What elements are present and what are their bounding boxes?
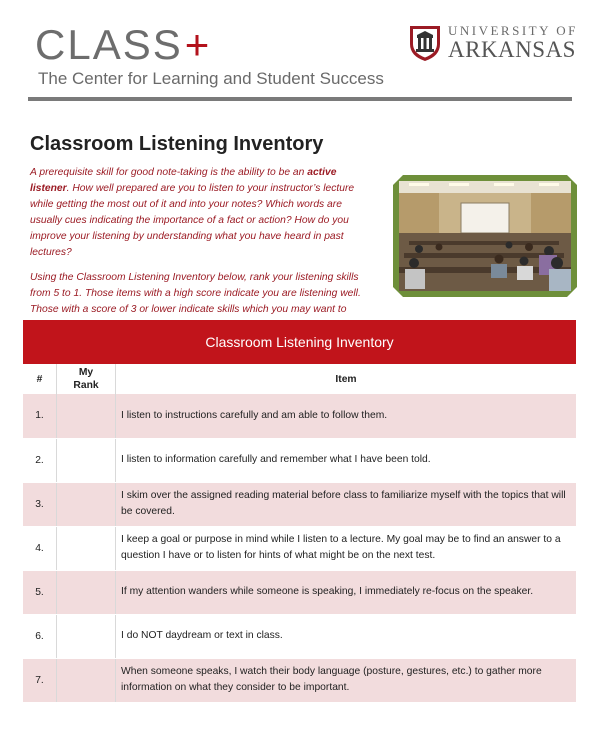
rank-cell[interactable] — [57, 614, 116, 658]
row-number: 1. — [23, 394, 57, 438]
row-number: 7. — [23, 658, 57, 702]
intro-text — [30, 165, 375, 334]
intro-p1-after: . How well prepared are you to listen to your instructor’s lecture while getting the most out of it and into your notes? Which words are usually cues indicating the importance of a fact or action? How do you improve your listening by understanding what you have heard in past lectures? — [30, 183, 355, 258]
row-item: I keep a goal or purpose in mind while I listen to a lecture. My goal may be to find an answer to a question I have or to listen for hints of what might be on the next test. — [116, 526, 577, 570]
intro-p1-before: A prerequisite skill for good note-taking is the ability to be an — [30, 167, 308, 178]
rank-cell[interactable] — [57, 526, 116, 570]
inventory-grid — [23, 364, 576, 703]
rank-cell[interactable] — [57, 482, 116, 526]
page-header — [0, 0, 600, 100]
page-title: Classroom Listening Inventory — [30, 133, 324, 155]
table-row — [23, 614, 576, 658]
table-row — [23, 394, 576, 438]
column-header-rank — [57, 364, 116, 394]
row-item: I listen to information carefully and remember what I have been told. — [116, 438, 577, 482]
university-logo — [408, 22, 578, 66]
rank-cell[interactable] — [57, 658, 116, 702]
column-header-number: # — [23, 364, 57, 394]
tagline: The Center for Learning and Student Success — [38, 69, 384, 88]
row-item: I do NOT daydream or text in class. — [116, 614, 577, 658]
rank-cell[interactable] — [57, 438, 116, 482]
logo-plus: + — [184, 21, 212, 68]
classroom-photo — [393, 175, 577, 297]
table-banner: Classroom Listening Inventory — [23, 320, 576, 364]
intro-p1-bold: active listener — [30, 167, 337, 194]
university-line-2: ARKANSAS — [448, 37, 576, 62]
column-header-item: Item — [116, 364, 577, 394]
row-number: 4. — [23, 526, 57, 570]
rank-cell[interactable] — [57, 570, 116, 614]
rank-header-line-2: Rank — [73, 380, 99, 391]
university-line-1: UNIVERSITY OF — [448, 23, 578, 38]
row-item: I listen to instructions carefully and am able to follow them. — [116, 394, 577, 438]
header-divider — [28, 97, 572, 101]
table-row — [23, 658, 576, 702]
intro-paragraph-1 — [30, 165, 375, 261]
row-item: I skim over the assigned reading material before class to familiarize myself with the topics that will be covered. — [116, 482, 577, 526]
table-row — [23, 482, 576, 526]
university-seal-icon — [408, 22, 442, 62]
rank-cell[interactable] — [57, 394, 116, 438]
row-number: 3. — [23, 482, 57, 526]
row-number: 5. — [23, 570, 57, 614]
table-header-row — [23, 364, 576, 394]
intro-paragraph-2: Using the Classroom Listening Inventory below, rank your listening skills from 5 to 1. Those items with a high score indicate you are listening well. Those with a score of 3 or lower indicate skills which you may want to — [30, 272, 361, 315]
inventory-table — [23, 320, 576, 703]
row-item: If my attention wanders while someone is speaking, I immediately re-focus on the speaker. — [116, 570, 577, 614]
rank-header-line-1: My — [78, 367, 94, 378]
logo-text: CLASS — [35, 21, 183, 68]
class-plus-logo — [35, 22, 211, 68]
row-item: When someone speaks, I watch their body language (posture, gestures, etc.) to gather more information on what they consider to be important. — [116, 658, 577, 702]
table-row — [23, 438, 576, 482]
row-number: 2. — [23, 438, 57, 482]
row-number: 6. — [23, 614, 57, 658]
table-row — [23, 570, 576, 614]
table-row — [23, 526, 576, 570]
